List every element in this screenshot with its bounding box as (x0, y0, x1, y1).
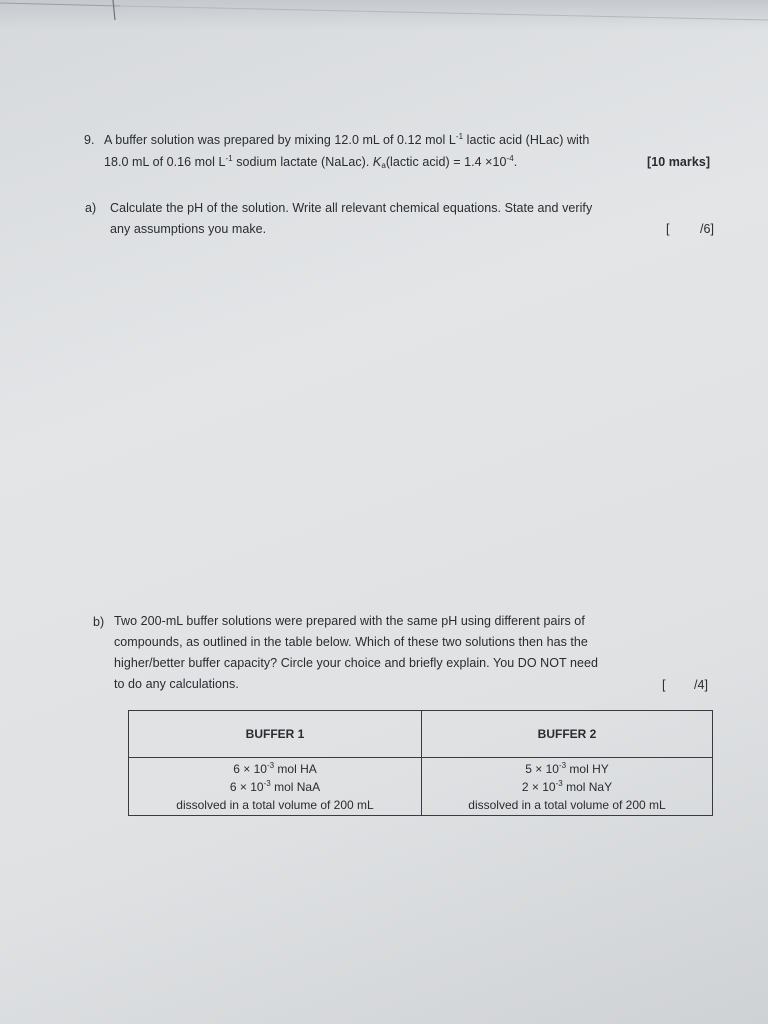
buffer-1-volume: dissolved in a total volume of 200 mL (176, 797, 374, 812)
part-b-marks-open: [ (662, 678, 666, 692)
part-a-marks-open: [ (666, 222, 670, 236)
part-a-line-2: any assumptions you make. (110, 222, 267, 236)
buffer-2-acid: $5 \times 10^{-3}$ mol HY (525, 760, 609, 776)
part-a-marks: /6] (700, 222, 715, 236)
part-b-line-4: to do any calculations. (114, 677, 239, 691)
part-b-label: b) (93, 615, 105, 629)
question-line-1: A buffer solution was prepared by mixing 12.0 mL of 0.12 mol $L^{-1}$ lactic acid (HLac) with (104, 132, 590, 147)
part-a-label: a) (85, 201, 97, 215)
part-b-line-3: higher/better buffer capacity? Circle your choice and briefly explain. You DO NOT need (114, 656, 598, 670)
part-b-marks: /4] (694, 678, 709, 692)
question-number: 9. (84, 133, 95, 147)
part-a-line-1: Calculate the pH of the solution. Write all relevant chemical equations. State and verify (110, 201, 593, 215)
question-marks: [10 marks] (647, 155, 711, 169)
part-b-line-1: Two 200-mL buffer solutions were prepared with the same pH using different pairs of (114, 614, 585, 628)
background-edge-lines (0, 0, 768, 24)
buffer-2-volume: dissolved in a total volume of 200 mL (468, 797, 666, 812)
buffer-2-salt: $2 \times 10^{-3}$ mol NaY (521, 778, 613, 794)
buffer-1-contents (129, 758, 422, 816)
table-header-row (129, 711, 713, 758)
buffer-2-header: BUFFER 2 (422, 711, 713, 758)
buffer-1-salt: $6 \times 10^{-3}$ mol NaA (229, 778, 321, 794)
table-row (129, 758, 713, 816)
part-b-line-2: compounds, as outlined in the table below. Which of these two solutions then has the (114, 635, 588, 649)
buffer-2-contents (422, 758, 713, 816)
question-line-2: 18.0 mL of 0.16 mol $L^{-1}$ sodium lactate (NaLac). $K_a(lactic$ acid) = $1.4 \times 10^{-4}$. (104, 154, 518, 170)
buffer-1-acid: $6 \times 10^{-3}$ mol HA (233, 760, 317, 776)
buffer-table (128, 710, 713, 816)
buffer-1-header: BUFFER 1 (129, 711, 422, 758)
